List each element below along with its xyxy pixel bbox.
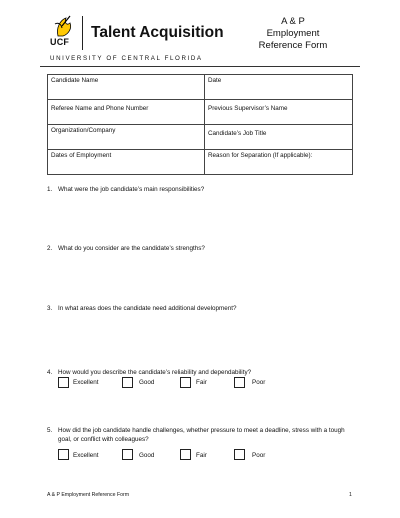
- good-checkbox[interactable]: [122, 449, 133, 460]
- question-text: What do you consider are the candidate’s strengths?: [58, 245, 205, 252]
- date-field[interactable]: [205, 75, 353, 100]
- ucf-pegasus-logo-icon: [50, 14, 80, 54]
- organization-field[interactable]: [48, 125, 205, 150]
- option-label: Excellent: [73, 452, 99, 459]
- question-text: What were the job candidate’s main responsibilities?: [58, 186, 205, 193]
- form-title-line: Reference Form: [258, 40, 328, 51]
- question-number: 5.: [47, 427, 53, 434]
- ucf-wordmark: UCF: [50, 37, 70, 47]
- footer-form-name: A & P Employment Reference Form: [47, 492, 130, 498]
- field-label: Date: [208, 77, 222, 84]
- page-number: 1: [349, 492, 352, 498]
- option-label: Good: [139, 379, 155, 386]
- table-row: [48, 75, 353, 100]
- question-text: In what areas does the candidate need additional development?: [58, 305, 237, 312]
- option-label: Fair: [196, 452, 207, 459]
- question-text: How did the job candidate handle challenges, whether pressure to meet a deadline, stress with a tough: [58, 427, 345, 434]
- question-number: 1.: [47, 186, 53, 193]
- fair-checkbox[interactable]: [180, 377, 191, 388]
- reason-for-separation-field[interactable]: [205, 150, 353, 175]
- fair-checkbox[interactable]: [180, 449, 191, 460]
- table-row: [48, 100, 353, 125]
- question-number: 2.: [47, 245, 53, 252]
- question-text: goal, or conflict with colleagues?: [58, 435, 149, 443]
- dates-of-employment-field[interactable]: [48, 150, 205, 175]
- university-name: UNIVERSITY OF CENTRAL FLORIDA: [50, 55, 203, 62]
- department-title: Talent Acquisition: [91, 24, 224, 41]
- question-number: 4.: [47, 369, 53, 376]
- candidate-name-field[interactable]: [48, 75, 205, 100]
- good-checkbox[interactable]: [122, 377, 133, 388]
- job-title-field[interactable]: [205, 125, 353, 150]
- question-1: [47, 186, 204, 193]
- field-label: Candidate Name: [51, 77, 99, 84]
- question-number: 3.: [47, 305, 53, 312]
- question-2: [47, 245, 205, 252]
- table-row: [48, 150, 353, 175]
- field-label: Dates of Employment: [51, 152, 112, 159]
- field-label: Referee Name and Phone Number: [51, 105, 149, 112]
- option-label: Good: [139, 452, 155, 459]
- option-label: Poor: [252, 452, 266, 459]
- candidate-info-table: [47, 74, 353, 175]
- excellent-checkbox[interactable]: [58, 449, 69, 460]
- question-4: [47, 369, 251, 376]
- header-divider: [82, 16, 83, 50]
- table-row: [48, 125, 353, 150]
- field-label: Candidate’s Job Title: [208, 130, 267, 137]
- option-label: Excellent: [73, 379, 99, 386]
- field-label: Reason for Separation (If applicable):: [208, 152, 313, 159]
- field-label: Organization/Company: [51, 127, 116, 134]
- poor-checkbox[interactable]: [234, 449, 245, 460]
- option-label: Fair: [196, 379, 207, 386]
- form-title-line: A & P: [281, 16, 305, 27]
- poor-checkbox[interactable]: [234, 377, 245, 388]
- question-5: [47, 427, 362, 444]
- field-label: Previous Supervisor’s Name: [208, 105, 288, 112]
- question-3: [47, 305, 237, 312]
- previous-supervisor-field[interactable]: [205, 100, 353, 125]
- form-title-line: Employment: [266, 28, 320, 39]
- header-rule: [40, 66, 360, 67]
- excellent-checkbox[interactable]: [58, 377, 69, 388]
- option-label: Poor: [252, 379, 266, 386]
- referee-name-phone-field[interactable]: [48, 100, 205, 125]
- question-text: How would you describe the candidate’s reliability and dependability?: [58, 369, 252, 376]
- form-title: [238, 16, 348, 52]
